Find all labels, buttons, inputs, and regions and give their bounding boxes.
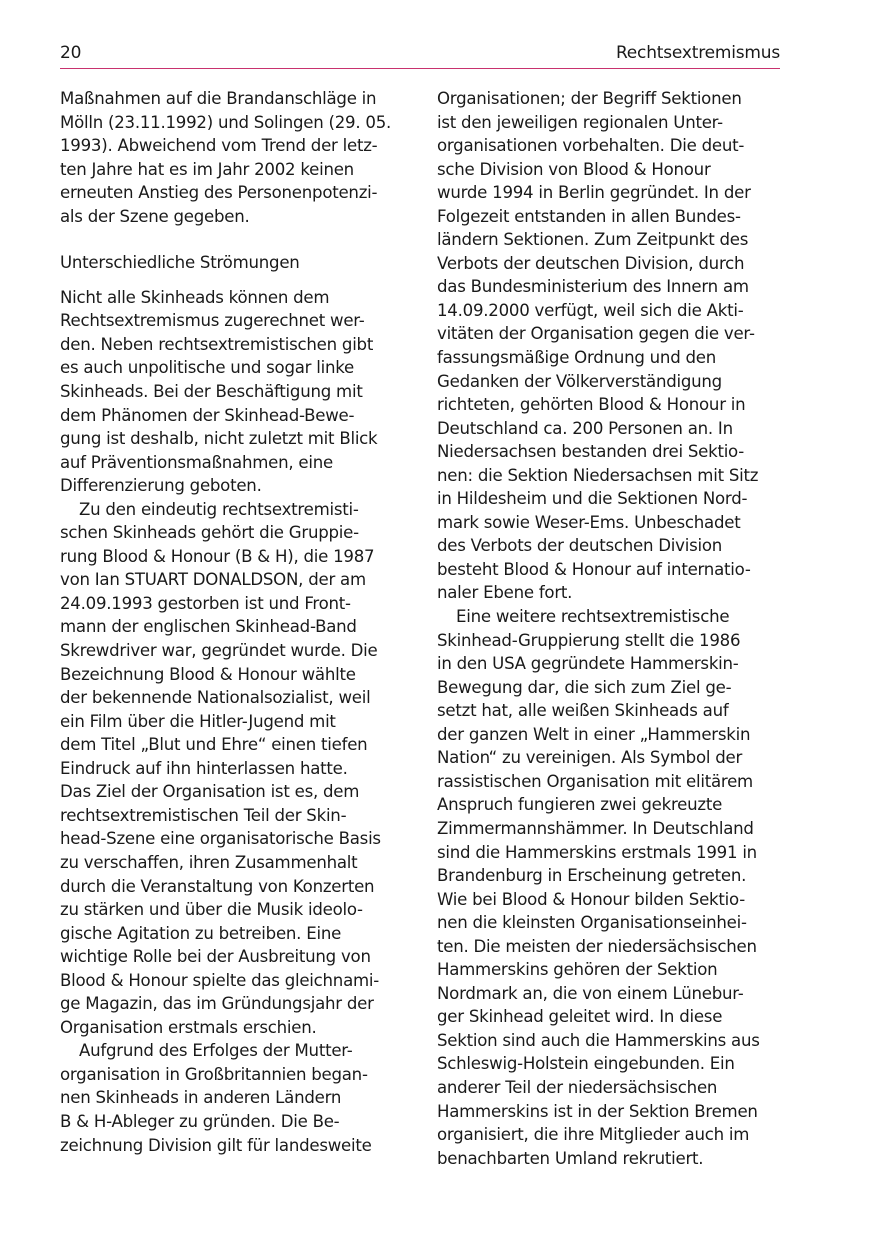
text-line: Nation“ zu vereinigen. Als Symbol der — [437, 748, 743, 768]
text-line: organisation in Großbritannien began- — [60, 1064, 368, 1084]
text-line: auf Präventionsmaßnahmen, eine — [60, 452, 333, 472]
paragraph — [60, 498, 404, 1040]
text-line: Verbots der deutschen Division, durch — [437, 253, 745, 273]
text-line: des Verbots der deutschen Division — [437, 536, 723, 556]
text-line: anderer Teil der niedersächsischen — [437, 1077, 718, 1097]
text-line: Wie bei Blood & Honour bilden Sektio- — [437, 889, 745, 909]
section-subheading: Unterschiedliche Strömungen — [60, 253, 300, 273]
text-line: Skinhead-Gruppierung stellt die 1986 — [437, 630, 741, 650]
text-line: dem Phänomen der Skinhead-Bewe- — [60, 405, 355, 425]
text-line: rung Blood & Honour (B & H), die 1987 — [60, 546, 375, 566]
text-line: zu stärken und über die Musik ideolo- — [60, 900, 363, 920]
running-title: Rechtsextremismus — [615, 43, 780, 63]
text-line: Skinheads. Bei der Beschäftigung mit — [60, 382, 363, 402]
text-line: ger Skinhead geleitet wird. In diese — [437, 1007, 723, 1027]
text-line: Zimmermannshämmer. In Deutschland — [437, 818, 754, 838]
text-line: Nordmark an, die von einem Lünebur- — [437, 983, 744, 1003]
text-line: B & H-Ableger zu gründen. Die Be- — [60, 1111, 340, 1131]
text-line: setzt hat, alle weißen Skinheads auf — [437, 701, 729, 721]
text-line: ländern Sektionen. Zum Zeitpunkt des — [437, 230, 749, 250]
text-line: 1993). Abweichend vom Trend der letz- — [60, 136, 378, 156]
text-line: Anspruch fungieren zwei gekreuzte — [437, 795, 723, 815]
text-line: Sektion sind auch die Hammerskins aus — [437, 1030, 760, 1050]
text-line: in Hildesheim und die Sektionen Nord- — [437, 489, 748, 509]
text-line: organisationen vorbehalten. Die deut- — [437, 136, 745, 156]
text-line: Bewegung dar, die sich zum Ziel ge- — [437, 677, 732, 697]
text-line: Das Ziel der Organisation ist es, dem — [60, 782, 360, 802]
paragraph — [437, 87, 781, 605]
text-line: Nicht alle Skinheads können dem — [60, 287, 330, 307]
text-line: vitäten der Organisation gegen die ver- — [437, 324, 755, 344]
text-line: besteht Blood & Honour auf internatio- — [437, 559, 751, 579]
text-line: wichtige Rolle bei der Ausbreitung von — [60, 947, 371, 967]
text-line: ten. Die meisten der niedersächsischen — [437, 936, 757, 956]
right-column — [437, 87, 781, 1170]
text-line: schen Skinheads gehört die Gruppie- — [60, 523, 359, 543]
text-line: den. Neben rechtsextremistischen gibt — [60, 334, 374, 354]
page-number: 20 — [60, 43, 82, 63]
text-line: durch die Veranstaltung von Konzerten — [60, 876, 375, 896]
text-line: zeichnung Division gilt für landesweite — [60, 1135, 372, 1155]
text-line: rassistischen Organisation mit elitärem — [437, 771, 753, 791]
text-line: mann der englischen Skinhead-Band — [60, 617, 357, 637]
text-line: das Bundesministerium des Innern am — [437, 277, 749, 297]
text-line: sche Division von Blood & Honour — [437, 159, 711, 179]
text-line: Eine weitere rechtsextremistische — [456, 607, 730, 627]
text-line: es auch unpolitische und sogar linke — [60, 358, 354, 378]
text-line: Hammerskins ist in der Sektion Bremen — [437, 1101, 758, 1121]
paragraph — [60, 286, 404, 498]
text-line: Eindruck auf ihn hinterlassen hatte. — [60, 758, 348, 778]
text-line: rechtsextremistischen Teil der Skin- — [60, 805, 347, 825]
text-line: ge Magazin, das im Gründungsjahr der — [60, 994, 374, 1014]
paragraph — [60, 87, 404, 228]
text-line: mark sowie Weser-Ems. Unbeschadet — [437, 512, 741, 532]
text-line: gische Agitation zu betreiben. Eine — [60, 923, 342, 943]
text-line: Gedanken der Völkerverständigung — [437, 371, 722, 391]
text-line: als der Szene gegeben. — [60, 206, 250, 226]
text-line: Organisation erstmals erschien. — [60, 1017, 317, 1037]
text-line: Zu den eindeutig rechtsextremisti- — [79, 499, 359, 519]
text-line: benachbarten Umland rekrutiert. — [437, 1148, 704, 1168]
text-line: head-Szene eine organisatorische Basis — [60, 829, 381, 849]
text-line: fassungsmäßige Ordnung und den — [437, 348, 717, 368]
text-line: Maßnahmen auf die Brandanschläge in — [60, 89, 377, 108]
text-line: Deutschland ca. 200 Personen an. In — [437, 418, 733, 438]
text-line: organisiert, die ihre Mitglieder auch im — [437, 1125, 750, 1145]
text-line: gung ist deshalb, nicht zuletzt mit Blick — [60, 429, 378, 449]
text-line: Bezeichnung Blood & Honour wählte — [60, 664, 356, 684]
text-line: 14.09.2000 verfügt, weil sich die Akti- — [437, 300, 744, 320]
text-line: nen die kleinsten Organisationseinhei- — [437, 913, 747, 933]
text-line: Schleswig-Holstein eingebunden. Ein — [437, 1054, 735, 1074]
text-line: ten Jahre hat es im Jahr 2002 keinen — [60, 159, 354, 179]
text-line: sind die Hammerskins erstmals 1991 in — [437, 842, 757, 862]
text-line: wurde 1994 in Berlin gegründet. In der — [437, 183, 751, 203]
text-line: Niedersachsen bestanden drei Sektio- — [437, 442, 745, 462]
text-line: der ganzen Welt in einer „Hammerskin — [437, 724, 751, 744]
running-header — [60, 42, 780, 69]
text-line: erneuten Anstieg des Personenpotenzi- — [60, 183, 378, 203]
paragraph — [437, 605, 781, 1170]
text-line: Brandenburg in Erscheinung getreten. — [437, 866, 747, 886]
text-line: zu verschaffen, ihren Zusammenhalt — [60, 852, 358, 872]
left-column — [60, 87, 404, 1157]
text-line: Blood & Honour spielte das gleichnami- — [60, 970, 380, 990]
text-line: Mölln (23.11.1992) und Solingen (29. 05. — [60, 112, 392, 132]
text-line: Organisationen; der Begriff Sektionen — [437, 89, 742, 108]
text-line: nen: die Sektion Niedersachsen mit Sitz — [437, 465, 759, 485]
text-line: von Ian STUART DONALDSON, der am — [60, 570, 366, 590]
text-line: ein Film über die Hitler-Jugend mit — [60, 711, 336, 731]
text-line: naler Ebene fort. — [437, 583, 573, 603]
text-line: nen Skinheads in anderen Ländern — [60, 1088, 342, 1108]
text-line: Rechtsextremismus zugerechnet wer- — [60, 311, 365, 331]
text-line: 24.09.1993 gestorben ist und Front- — [60, 593, 351, 613]
text-line: Folgezeit entstanden in allen Bundes- — [437, 206, 741, 226]
text-line: Aufgrund des Erfolges der Mutter- — [79, 1041, 353, 1061]
text-line: dem Titel „Blut und Ehre“ einen tiefen — [60, 735, 368, 755]
text-line: Differenzierung geboten. — [60, 476, 262, 496]
text-line: ist den jeweiligen regionalen Unter- — [437, 112, 723, 132]
text-line: in den USA gegründete Hammerskin- — [437, 654, 739, 674]
text-line: der bekennende Nationalsozialist, weil — [60, 688, 371, 708]
paragraph — [60, 1039, 404, 1157]
text-line: Skrewdriver war, gegründet wurde. Die — [60, 641, 378, 661]
text-line: richteten, gehörten Blood & Honour in — [437, 395, 746, 415]
text-line: Hammerskins gehören der Sektion — [437, 960, 718, 980]
